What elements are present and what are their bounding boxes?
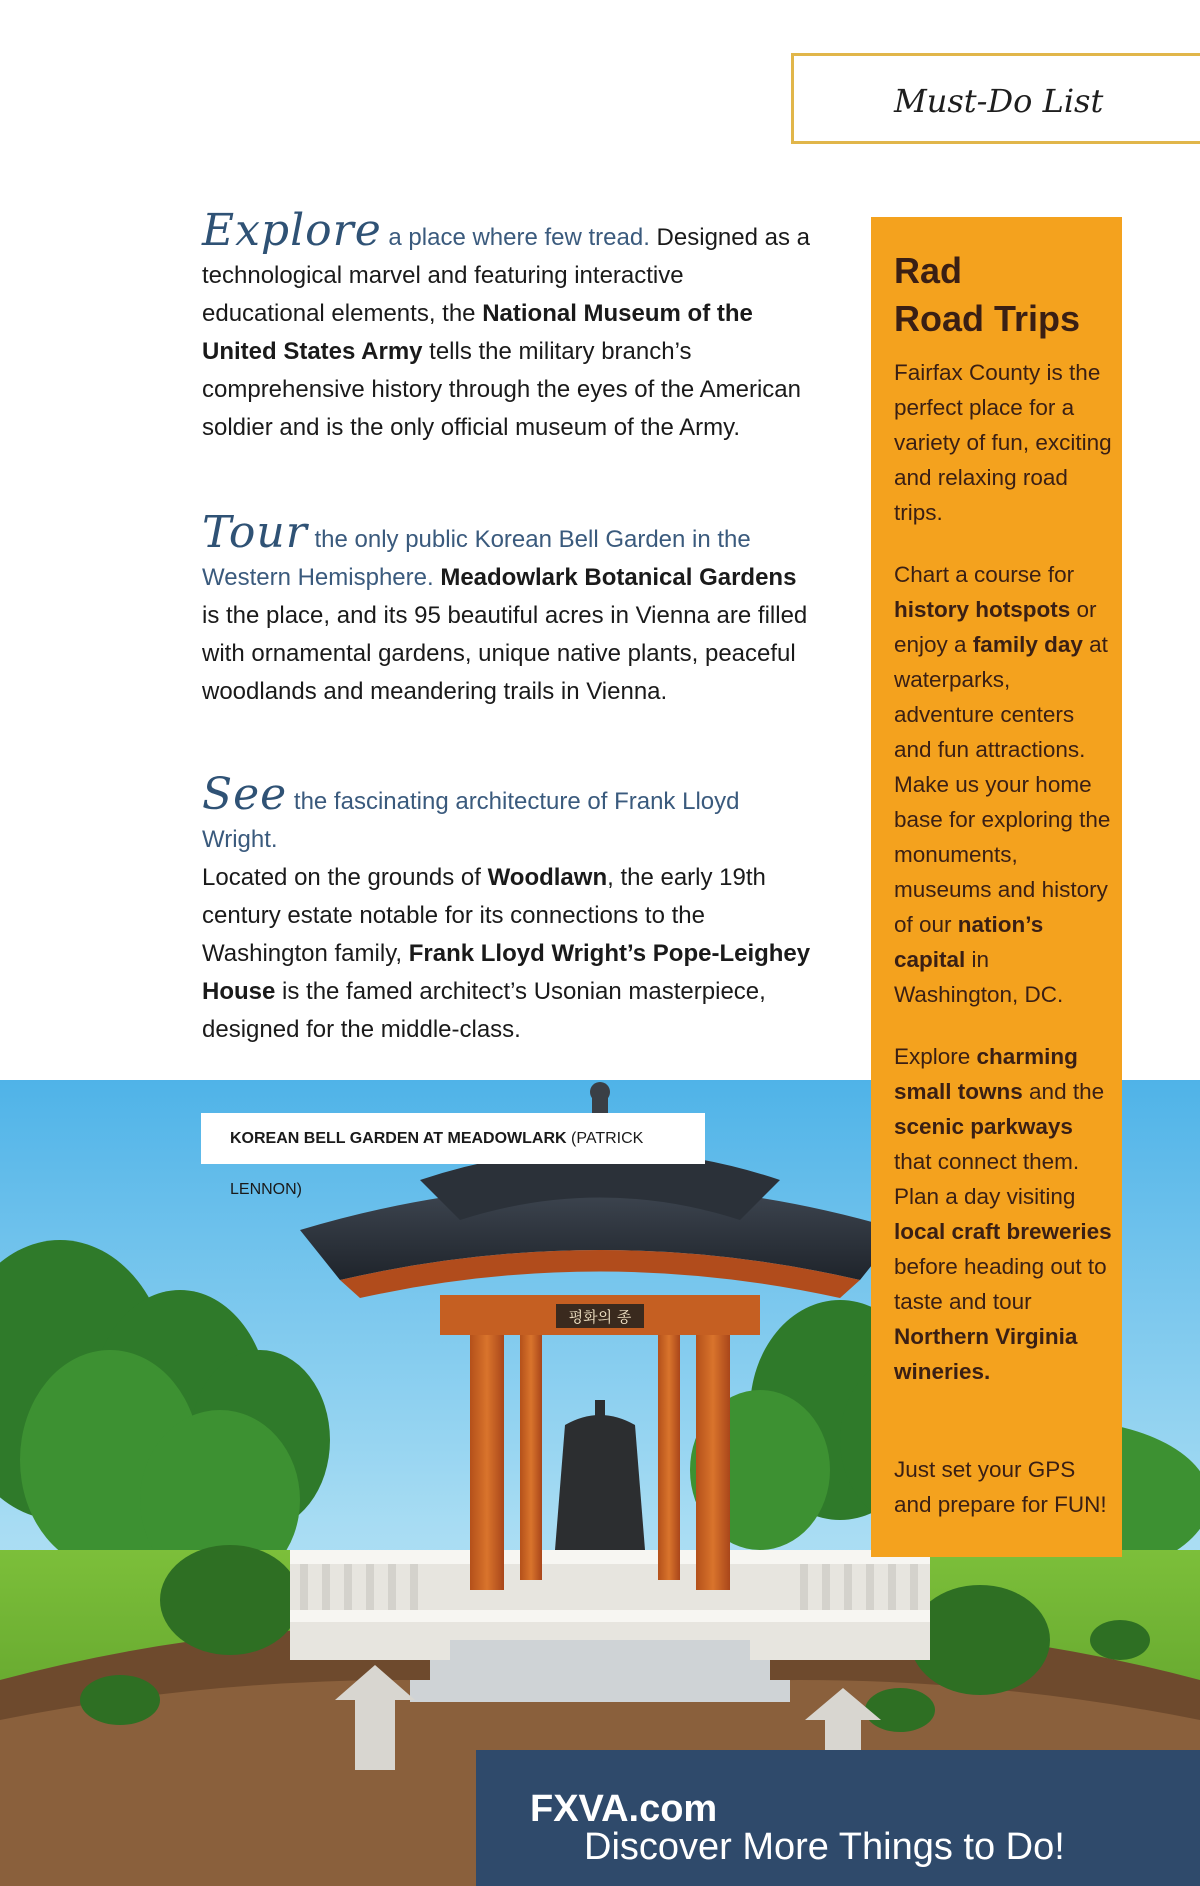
nations-capital: nation’s capital bbox=[894, 912, 1044, 972]
sidebar-paragraph-1: Fairfax County is the perfect place for a variety of fun, exciting and relaxing road trips. bbox=[894, 360, 1112, 525]
sidebar-p3-text-2: and the bbox=[1022, 1079, 1105, 1104]
explore-paragraph bbox=[202, 205, 812, 447]
see-paragraph bbox=[202, 769, 812, 1049]
sidebar-p3-text-3: that connect them. Plan a day visiting bbox=[894, 1149, 1080, 1209]
explore-text-2: tells the military branch’s comprehensive history through the eyes of the American soldier and is the only official museum of the Army. bbox=[202, 338, 801, 441]
northern-virginia-wineries: Northern Virginia wineries. bbox=[894, 1324, 1078, 1384]
fxva-link[interactable]: FXVA.com bbox=[530, 1788, 718, 1830]
explore-lead: a place where few tread. bbox=[381, 224, 650, 251]
see-text-2: , the early 19th century estate notable for its connections to the Washington family, bbox=[202, 864, 766, 967]
meadowlark-name: Meadowlark Botanical Gardens bbox=[440, 564, 797, 591]
photo-caption bbox=[201, 1113, 705, 1198]
explore-keyword: Explore bbox=[202, 205, 382, 256]
bell-sign-text: 평화의 종 bbox=[568, 1308, 632, 1326]
sidebar-title bbox=[894, 247, 1080, 343]
see-lead: the fascinating architecture of Frank Lloyd Wright. bbox=[202, 788, 740, 853]
history-hotspots: history hotspots bbox=[894, 597, 1071, 622]
caption-credit: (PATRICK LENNON) bbox=[230, 1130, 644, 1198]
scenic-parkways: scenic parkways bbox=[894, 1114, 1073, 1139]
footer-cta bbox=[530, 1788, 1065, 1868]
tour-text-1: is the place, and its 95 beautiful acres in Vienna are filled with ornamental gardens, unique native plants, peaceful woodlands and meandering trails in Vienna. bbox=[202, 602, 808, 705]
sidebar-title-line-1: Rad bbox=[894, 250, 963, 291]
sidebar-p3-text-4: before heading out to taste and tour bbox=[894, 1254, 1107, 1314]
must-do-list-label: Must-Do List bbox=[894, 82, 1104, 120]
local-craft-breweries: local craft breweries bbox=[894, 1219, 1112, 1244]
sidebar-p2-text-3: at waterparks, adventure centers and fun attractions. Make us your home base for exploring the monuments, museums and history of our bbox=[894, 632, 1111, 937]
charming-small-towns: charming small towns bbox=[894, 1044, 1078, 1104]
tour-keyword: Tour bbox=[202, 507, 308, 558]
must-do-list-badge bbox=[791, 53, 1200, 144]
sidebar-p2-text-2: or enjoy a bbox=[894, 597, 1097, 657]
explore-text-1: Designed as a technological marvel and featuring interactive educational elements, the bbox=[202, 224, 810, 327]
footer-cta-bar bbox=[476, 1750, 1200, 1886]
sidebar-p2-text-1: Chart a course for bbox=[894, 562, 1075, 587]
sidebar-p3-text-1: Explore bbox=[894, 1044, 977, 1069]
caption-title: KOREAN BELL GARDEN AT MEADOWLARK bbox=[230, 1130, 567, 1147]
rad-road-trips-sidebar bbox=[871, 217, 1122, 1557]
museum-name: National Museum of the United States Army bbox=[202, 300, 753, 365]
family-day: family day bbox=[972, 632, 1083, 657]
see-text-1: Located on the grounds of bbox=[202, 864, 488, 891]
tour-paragraph bbox=[202, 507, 812, 711]
pope-leighey-name: Frank Lloyd Wright’s Pope-Leighey House bbox=[202, 940, 811, 1005]
see-text-3: is the famed architect’s Usonian masterpiece, designed for the middle-class. bbox=[202, 978, 766, 1043]
woodlawn-name: Woodlawn bbox=[487, 864, 608, 891]
sidebar-paragraph-4: Just set your GPS and prepare for FUN! bbox=[894, 1457, 1107, 1517]
sidebar-p2-text-4: in Washington, DC. bbox=[894, 947, 1064, 1007]
sidebar-paragraph-3 bbox=[894, 1039, 1116, 1389]
sidebar-title-line-2: Road Trips bbox=[894, 298, 1081, 339]
footer-cta-text: Discover More Things to Do! bbox=[584, 1826, 1065, 1868]
see-keyword: See bbox=[202, 769, 288, 820]
sidebar-paragraph-2 bbox=[894, 557, 1116, 1012]
tour-lead: the only public Korean Bell Garden in the Western Hemisphere. bbox=[202, 526, 751, 591]
